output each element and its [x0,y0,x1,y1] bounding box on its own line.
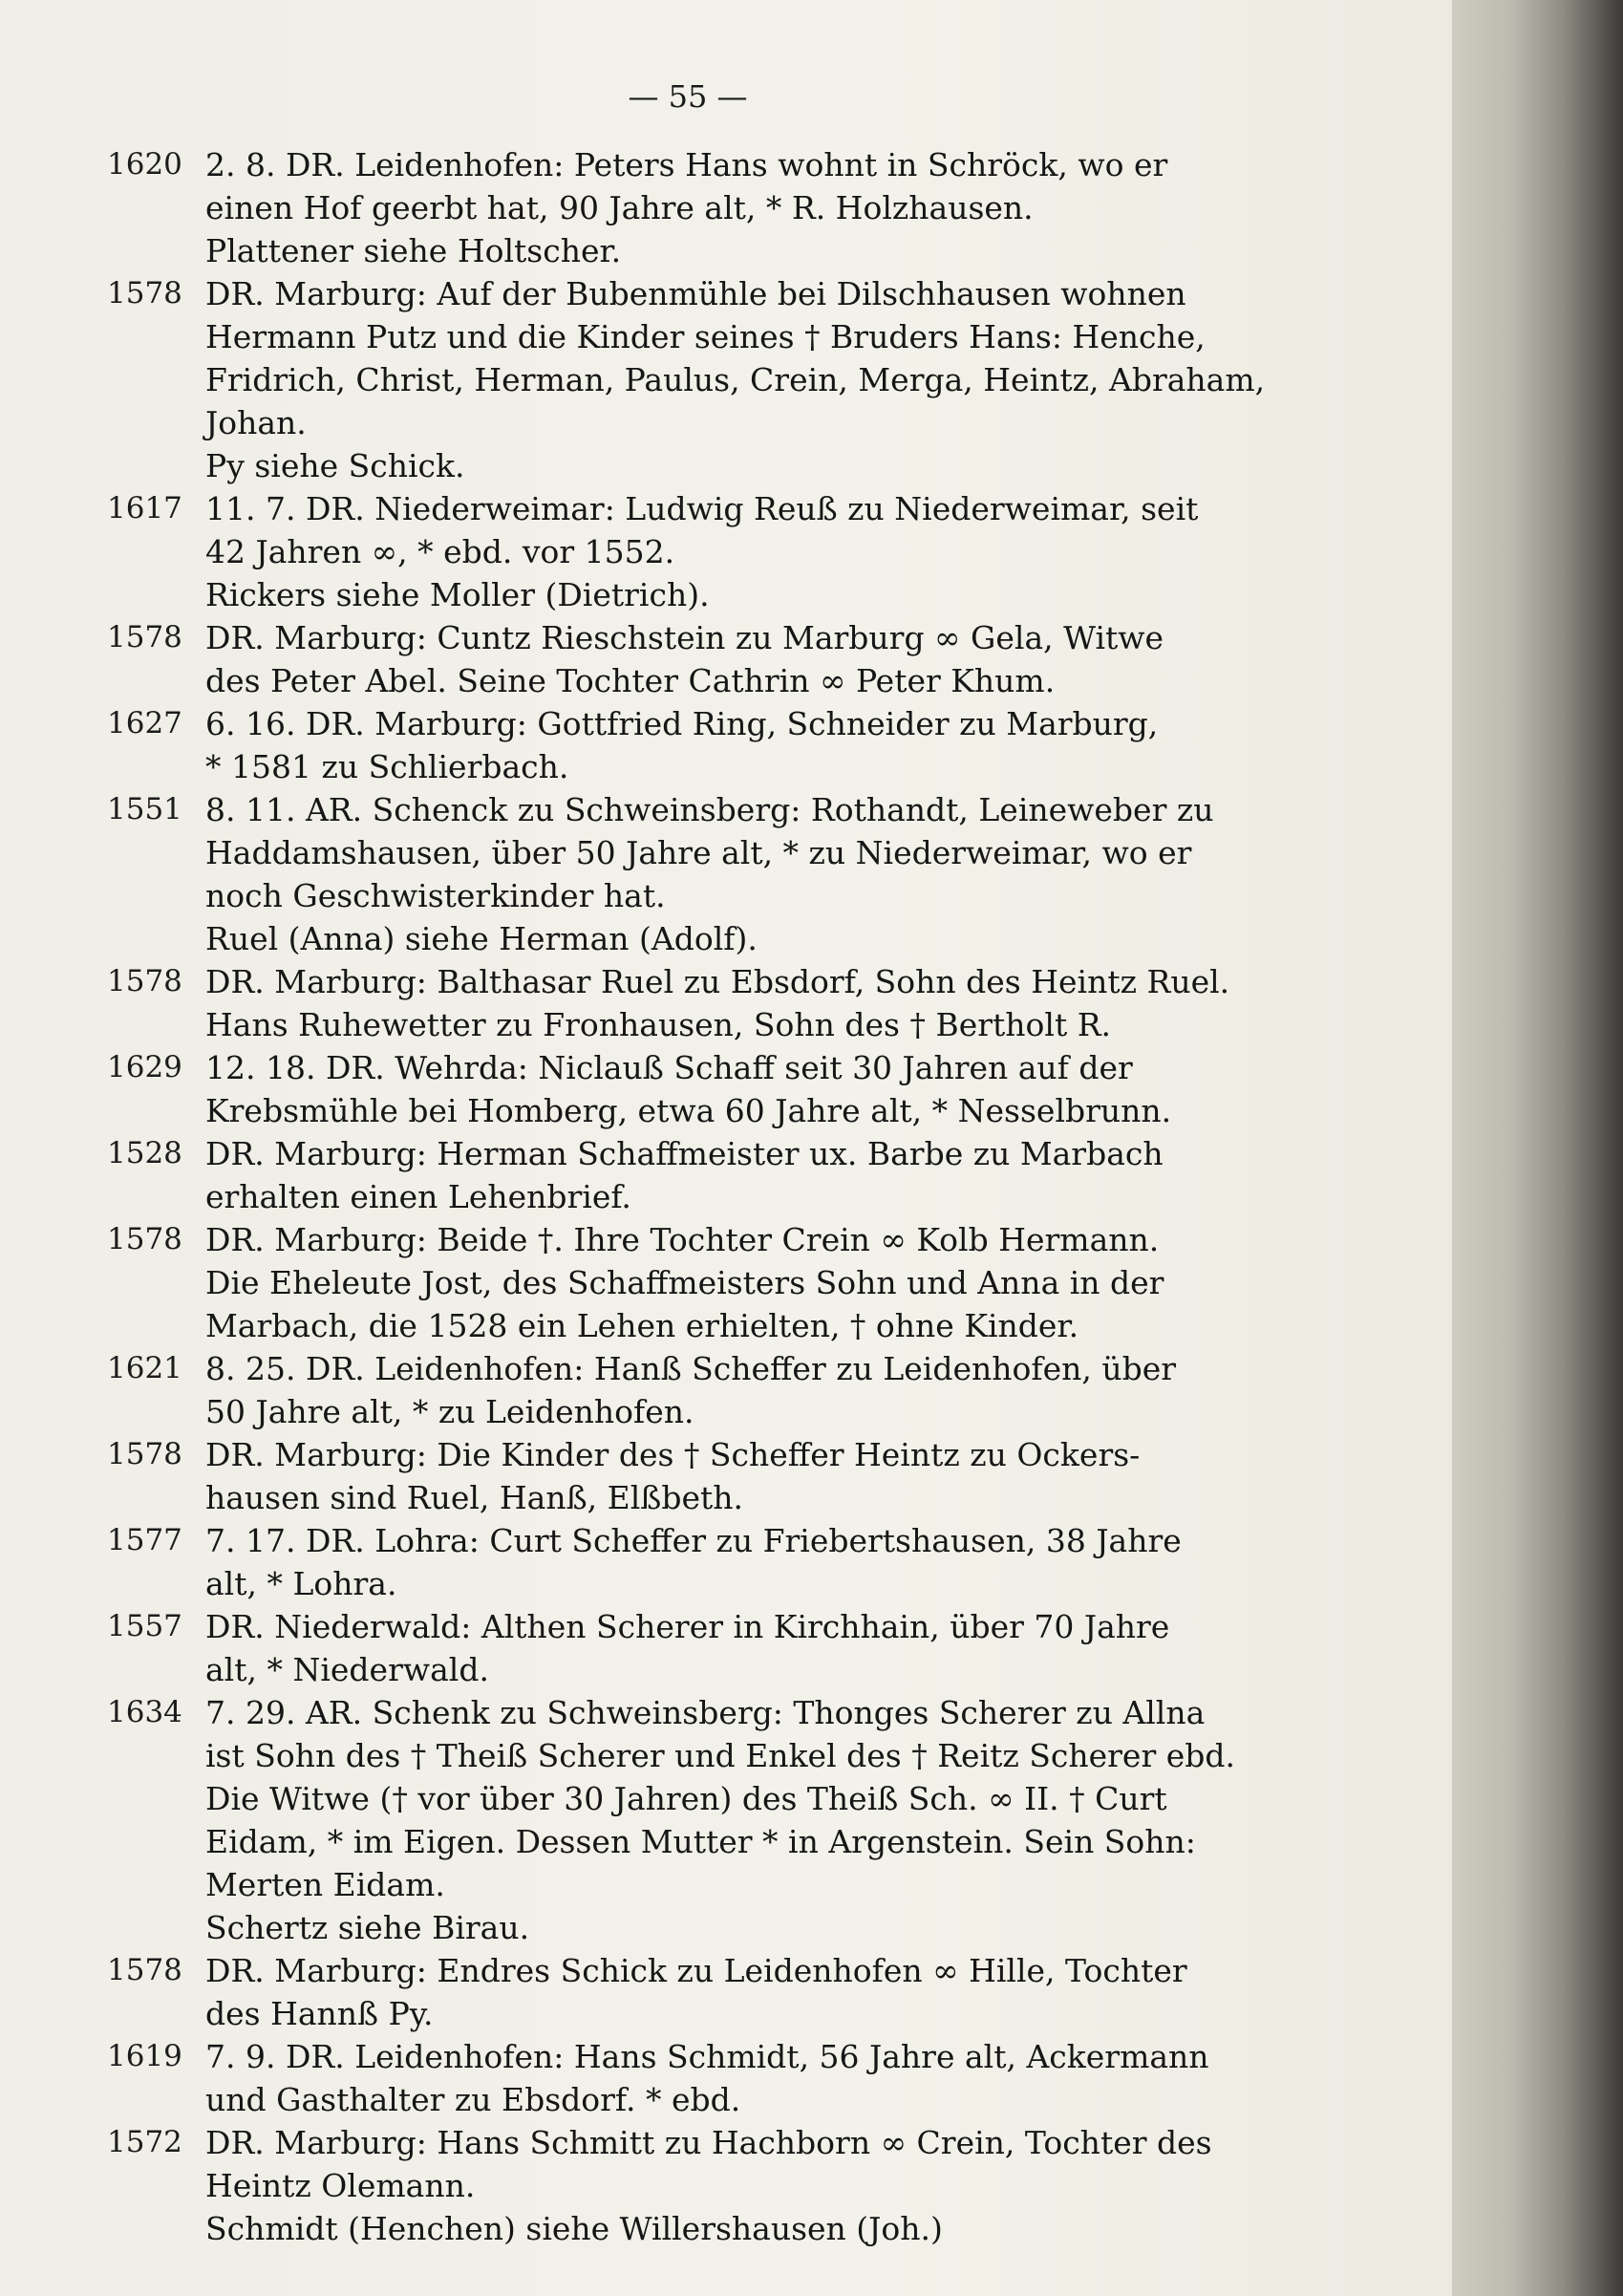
register-line [0,1820,1452,1863]
entry-text: Johan. [205,404,307,441]
register-line [0,1003,1452,1046]
entry-text: Heintz Olemann. [205,2167,476,2204]
register-line [0,1992,1452,2035]
entry-text: Fridrich, Christ, Herman, Paulus, Crein, Merga, Heintz, Abraham, [205,361,1266,398]
entry-year: 1578 [107,1222,182,1256]
entry-text: 7. 17. DR. Lohra: Curt Scheffer zu Friebertshausen, 38 Jahre [205,1522,1182,1559]
entry-text: hausen sind Ruel, Hanß, Elßbeth. [205,1479,743,1516]
register-line [0,788,1452,831]
entry-text: Die Witwe († vor über 30 Jahren) des Theiß Sch. ∞ II. † Curt [205,1780,1167,1817]
register-line [0,1046,1452,1089]
register-entries [0,143,1452,2250]
entry-year: 1634 [107,1695,182,1729]
entry-text: noch Geschwisterkinder hat. [205,877,666,914]
entry-text: 2. 8. DR. Leidenhofen: Peters Hans wohnt in Schröck, wo er [205,146,1168,183]
register-line [0,1562,1452,1605]
entry-year: 1528 [107,1136,182,1170]
entry-text: Die Eheleute Jost, des Schaffmeisters Sohn und Anna in der [205,1264,1164,1301]
register-line [0,530,1452,573]
page-number: — 55 — [628,78,748,115]
register-line [0,315,1452,358]
register-line [0,272,1452,315]
register-line [0,2078,1452,2121]
register-line [0,487,1452,530]
entry-text: Eidam, * im Eigen. Dessen Mutter * in Argenstein. Sein Sohn: [205,1823,1196,1860]
register-line [0,444,1452,487]
entry-text: ist Sohn des † Theiß Scherer und Enkel des † Reitz Scherer ebd. [205,1737,1235,1774]
entry-year: 1557 [107,1609,182,1643]
entry-text: 7. 29. AR. Schenk zu Schweinsberg: Thonges Scherer zu Allna [205,1694,1206,1731]
register-line [0,1218,1452,1261]
entry-text: 8. 25. DR. Leidenhofen: Hanß Scheffer zu Leidenhofen, über [205,1350,1177,1387]
entry-year: 1551 [107,792,182,826]
register-line [0,616,1452,659]
register-line [0,831,1452,874]
register-line [0,186,1452,229]
entry-text: Merten Eidam. [205,1866,445,1903]
register-line [0,2035,1452,2078]
register-line [0,960,1452,1003]
entry-year: 1578 [107,620,182,654]
entry-year: 1620 [107,147,182,182]
register-line [0,659,1452,702]
entry-text: DR. Marburg: Cuntz Rieschstein zu Marburg ∞ Gela, Witwe [205,619,1164,656]
entry-text: 8. 11. AR. Schenck zu Schweinsberg: Rothandt, Leineweber zu [205,791,1214,828]
entry-text: Haddamshausen, über 50 Jahre alt, * zu Niederweimar, wo er [205,834,1192,871]
register-line [0,1089,1452,1132]
register-line [0,1691,1452,1734]
register-line [0,1433,1452,1476]
register-line [0,1863,1452,1906]
entry-year: 1572 [107,2125,182,2159]
entry-text: alt, * Niederwald. [205,1651,489,1688]
register-line [0,1519,1452,1562]
entry-text: 50 Jahre alt, * zu Leidenhofen. [205,1393,694,1430]
entry-text: des Hannß Py. [205,1995,434,2032]
register-line [0,573,1452,616]
register-line [0,1132,1452,1175]
entry-text: Marbach, die 1528 ein Lehen erhielten, † ohne Kinder. [205,1307,1079,1344]
register-line [0,1648,1452,1691]
entry-year: 1617 [107,491,182,526]
register-line [0,2164,1452,2207]
register-line [0,1390,1452,1433]
entry-text: DR. Marburg: Hans Schmitt zu Hachborn ∞ Crein, Tochter des [205,2124,1212,2161]
register-line [0,1476,1452,1519]
entry-text: Schmidt (Henchen) siehe Willershausen (Joh.) [205,2210,943,2247]
entry-text: 6. 16. DR. Marburg: Gottfried Ring, Schneider zu Marburg, [205,705,1159,742]
entry-year: 1627 [107,706,182,740]
register-line [0,2121,1452,2164]
entry-year: 1629 [107,1050,182,1084]
register-line [0,143,1452,186]
entry-text: Py siehe Schick. [205,447,465,484]
entry-text: 42 Jahren ∞, * ebd. vor 1552. [205,533,675,570]
entry-text: Plattener siehe Holtscher. [205,232,622,269]
entry-year: 1577 [107,1523,182,1557]
entry-text: * 1581 zu Schlierbach. [205,748,569,785]
entry-text: DR. Marburg: Die Kinder des † Scheffer Heintz zu Ockers- [205,1436,1141,1473]
entry-text: Rickers siehe Moller (Dietrich). [205,576,710,613]
register-line [0,1347,1452,1390]
register-line [0,702,1452,745]
register-line [0,874,1452,917]
entry-text: 11. 7. DR. Niederweimar: Ludwig Reuß zu Niederweimar, seit [205,490,1199,527]
register-line [0,1175,1452,1218]
book-spine-edge [1452,0,1623,2296]
entry-year: 1578 [107,1437,182,1471]
entry-text: erhalten einen Lehenbrief. [205,1178,631,1215]
entry-text: Krebsmühle bei Homberg, etwa 60 Jahre alt, * Nesselbrunn. [205,1092,1172,1129]
register-line [0,1261,1452,1304]
entry-text: Hermann Putz und die Kinder seines † Bruders Hans: Henche, [205,318,1206,355]
entry-text: des Peter Abel. Seine Tochter Cathrin ∞ Peter Khum. [205,662,1056,699]
register-line [0,1777,1452,1820]
entry-year: 1621 [107,1351,182,1385]
entry-text: Ruel (Anna) siehe Herman (Adolf). [205,920,758,957]
register-line [0,1304,1452,1347]
register-line [0,1949,1452,1992]
entry-year: 1578 [107,964,182,998]
register-line [0,229,1452,272]
entry-year: 1578 [107,1953,182,1987]
entry-text: DR. Marburg: Herman Schaffmeister ux. Barbe zu Marbach [205,1135,1164,1172]
entry-text: DR. Marburg: Auf der Bubenmühle bei Dilschhausen wohnen [205,275,1186,312]
entry-text: DR. Marburg: Beide †. Ihre Tochter Crein ∞ Kolb Hermann. [205,1221,1160,1258]
register-line [0,1906,1452,1949]
register-line [0,1605,1452,1648]
entry-text: DR. Marburg: Balthasar Ruel zu Ebsdorf, Sohn des Heintz Ruel. [205,963,1230,1000]
register-line [0,358,1452,401]
entry-year: 1619 [107,2039,182,2073]
entry-text: Hans Ruhewetter zu Fronhausen, Sohn des † Bertholt R. [205,1006,1112,1043]
register-line [0,917,1452,960]
entry-text: DR. Niederwald: Althen Scherer in Kirchhain, über 70 Jahre [205,1608,1170,1645]
entry-text: DR. Marburg: Endres Schick zu Leidenhofen ∞ Hille, Tochter [205,1952,1187,1989]
register-line [0,401,1452,444]
entry-year: 1578 [107,276,182,311]
entry-text: alt, * Lohra. [205,1565,397,1602]
entry-text: 7. 9. DR. Leidenhofen: Hans Schmidt, 56 Jahre alt, Ackermann [205,2038,1209,2075]
entry-text: einen Hof geerbt hat, 90 Jahre alt, * R. Holzhausen. [205,189,1034,226]
entry-text: und Gasthalter zu Ebsdorf. * ebd. [205,2081,741,2118]
register-line [0,745,1452,788]
register-line [0,1734,1452,1777]
register-line [0,2207,1452,2250]
entry-text: 12. 18. DR. Wehrda: Niclauß Schaff seit 30 Jahren auf der [205,1049,1133,1086]
entry-text: Schertz siehe Birau. [205,1909,530,1946]
